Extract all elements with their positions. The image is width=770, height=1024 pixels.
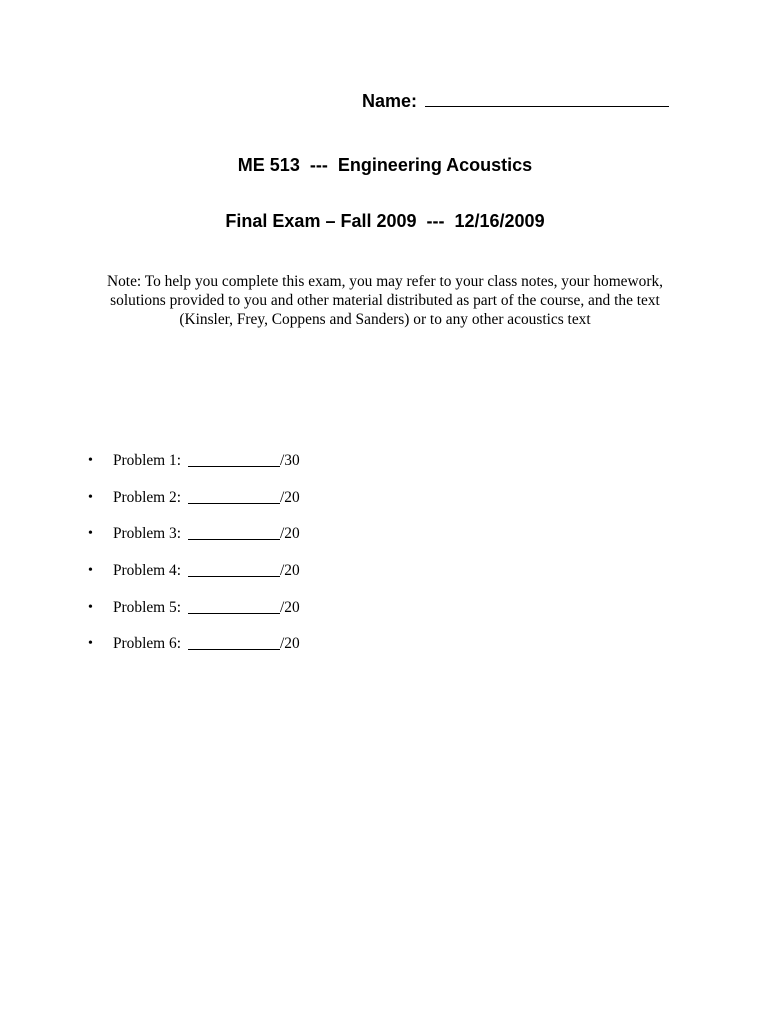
bullet-icon: • [88,526,93,542]
problem-total-points: /20 [280,488,300,506]
exam-title: Final Exam – Fall 2009 --- 12/16/2009 [225,211,545,231]
score-blank-line[interactable] [188,451,280,467]
bullet-icon: • [88,636,93,652]
problem-total-points: /20 [280,598,300,616]
name-blank-line[interactable] [425,90,669,107]
name-field-row [362,90,669,112]
problem-score-item [88,634,300,671]
problem-total-points: /30 [280,452,300,469]
note-line: Note: To help you complete this exam, you may refer to your class notes, your homework, [107,273,663,290]
problem-score-item [88,451,300,488]
problem-score-list [88,451,300,671]
problem-score-item [88,598,300,635]
score-blank-line[interactable] [188,524,280,540]
score-blank-line[interactable] [188,634,280,650]
problem-label: Problem 4: [113,562,181,580]
bullet-icon: • [88,489,93,505]
note-line: (Kinsler, Frey, Coppens and Sanders) or to any other acoustics text [179,311,591,328]
problem-total-points: /20 [280,635,300,653]
problem-label: Problem 6: [113,635,181,653]
bullet-icon: • [88,599,93,615]
problem-score-item [88,561,300,598]
course-title: ME 513 --- Engineering Acoustics [237,155,533,175]
problem-label: Problem 1: [113,452,181,469]
score-blank-line[interactable] [188,598,280,614]
problem-total-points: /20 [280,562,300,580]
bullet-icon: • [88,453,93,468]
problem-total-points: /20 [280,525,300,543]
score-blank-line[interactable] [188,561,280,577]
problem-score-item [88,488,300,525]
problem-label: Problem 2: [113,488,181,506]
problem-score-item [88,524,300,561]
name-label: Name: [362,91,418,111]
problem-label: Problem 3: [113,525,181,543]
problem-label: Problem 5: [113,598,181,616]
bullet-icon: • [88,563,93,579]
exam-note [90,272,680,329]
score-blank-line[interactable] [188,488,280,504]
note-line: solutions provided to you and other material distributed as part of the course, and the text [110,292,660,309]
